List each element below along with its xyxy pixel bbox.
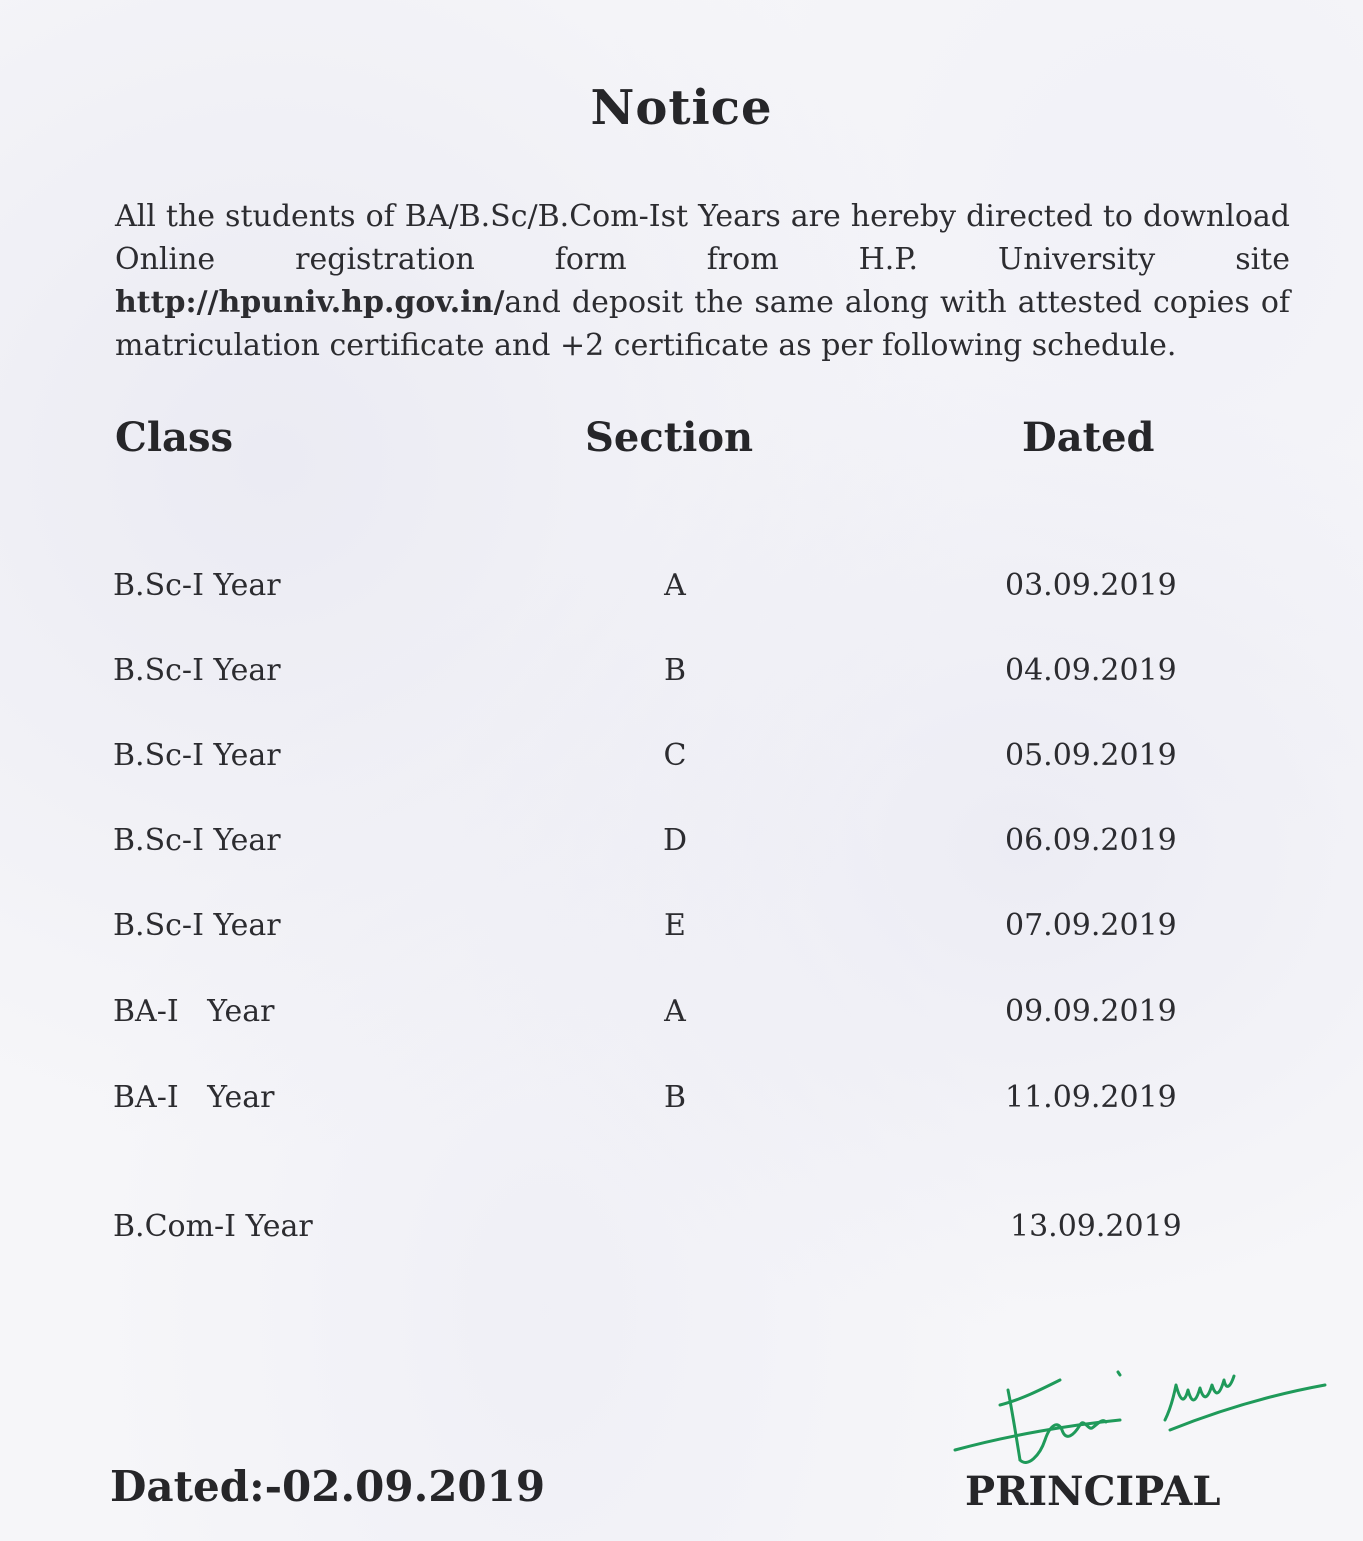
row-section: A: [664, 568, 686, 603]
row-class: B.Sc-I Year: [113, 823, 281, 858]
row-dated: 03.09.2019: [1005, 568, 1177, 603]
row-class: B.Com-I Year: [113, 1209, 313, 1244]
schedule-row: [0, 568, 1363, 608]
header-class: Class: [115, 414, 233, 461]
row-dated: 05.09.2019: [1005, 738, 1177, 773]
row-class: B.Sc-I Year: [113, 653, 281, 688]
row-class: B.Sc-I Year: [113, 568, 281, 603]
schedule-row: [0, 994, 1363, 1034]
schedule-row: [0, 823, 1363, 863]
row-section: D: [662, 823, 688, 858]
schedule-row: [0, 1209, 1363, 1249]
row-section: E: [664, 908, 686, 943]
row-section: B: [663, 653, 687, 688]
row-section: B: [663, 1080, 687, 1115]
row-class: B.Sc-I Year: [113, 738, 281, 773]
paragraph-text-2: and deposit the same along with attested copies of matriculation certificate and +2 certificate as per following schedule.: [115, 285, 1290, 363]
row-dated: 06.09.2019: [1005, 823, 1177, 858]
row-dated: 04.09.2019: [1005, 653, 1177, 688]
row-dated: 07.09.2019: [1005, 908, 1177, 943]
row-dated: 13.09.2019: [1010, 1209, 1182, 1244]
paragraph-text-1: All the students of BA/B.Sc/B.Com-Ist Years are hereby directed to download Online registration form from H.P. University site: [115, 199, 1290, 277]
row-section: A: [664, 994, 686, 1029]
row-section: C: [663, 738, 687, 773]
notice-title: Notice: [590, 80, 773, 136]
row-class: B.Sc-I Year: [113, 908, 281, 943]
notice-date: Dated:-02.09.2019: [110, 1462, 546, 1511]
row-dated: 09.09.2019: [1005, 994, 1177, 1029]
header-section: Section: [585, 414, 754, 461]
principal-signature: [950, 1350, 1340, 1480]
schedule-row: [0, 908, 1363, 948]
university-url: http://hpuniv.hp.gov.in/: [115, 285, 505, 320]
schedule-row: [0, 653, 1363, 693]
row-class: BA-I Year: [113, 994, 275, 1029]
notice-paragraph: [115, 195, 1290, 367]
schedule-row: [0, 738, 1363, 778]
row-dated: 11.09.2019: [1005, 1080, 1177, 1115]
header-dated: Dated: [1022, 414, 1155, 461]
row-class: BA-I Year: [113, 1080, 275, 1115]
principal-label: PRINCIPAL: [965, 1468, 1221, 1515]
schedule-row: [0, 1080, 1363, 1120]
